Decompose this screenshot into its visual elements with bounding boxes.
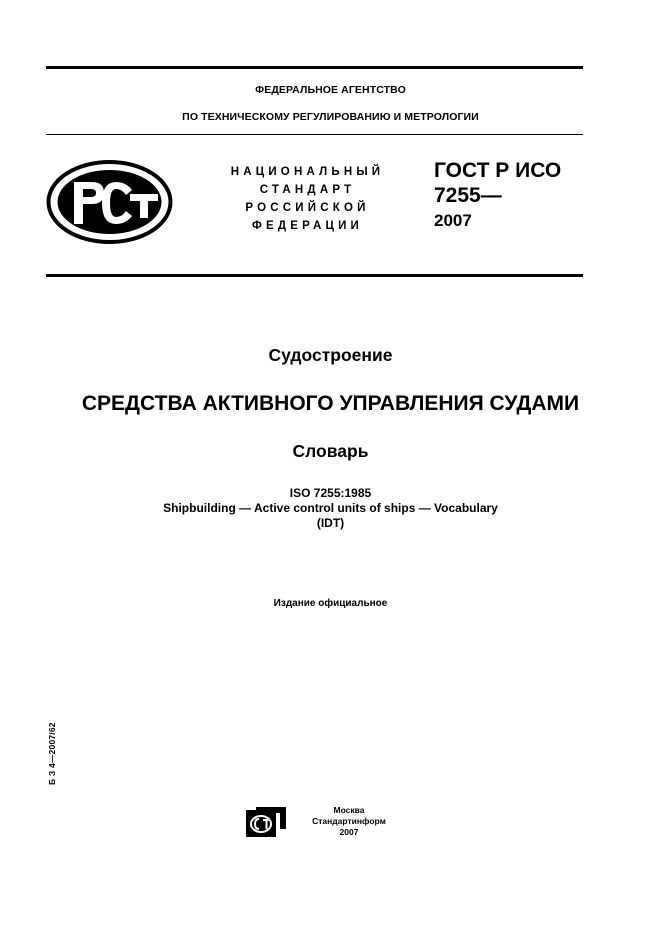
- standard-type-line-4: ФЕДЕРАЦИИ: [251, 220, 364, 232]
- agency-line-2: ПО ТЕХНИЧЕСКОМУ РЕГУЛИРОВАНИЮ И МЕТРОЛОГИИ: [182, 111, 479, 123]
- agency-line-1: ФЕДЕРАЛЬНОЕ АГЕНТСТВО: [255, 84, 406, 96]
- edition-note: Издание официальное: [273, 598, 388, 609]
- publisher-year: 2007: [339, 827, 359, 837]
- standard-type-line-3: РОССИЙСКОЙ: [245, 202, 370, 214]
- standard-type-line-2: СТАНДАРТ: [259, 184, 356, 196]
- publisher-block: [304, 805, 394, 838]
- standartinform-logo-icon: [246, 807, 286, 837]
- iso-degree: (IDT): [316, 516, 345, 530]
- publisher-name: Стандартинформ: [312, 816, 386, 826]
- standard-type-line-1: НАЦИОНАЛЬНЫЙ: [230, 166, 385, 178]
- title-main: СРЕДСТВА АКТИВНОГО УПРАВЛЕНИЯ СУДАМИ: [81, 392, 580, 415]
- iso-number: ISO 7255:1985: [289, 486, 372, 500]
- header-rule-thin: [46, 134, 583, 135]
- designation-line-2: 7255—: [434, 184, 502, 207]
- title-sub: Словарь: [292, 441, 369, 461]
- side-note: Б З 4—2007/62: [47, 722, 57, 785]
- iso-english-title: Shipbuilding — Active control units of ships — Vocabulary: [163, 501, 498, 515]
- title-category: Судостроение: [268, 345, 393, 365]
- publisher-city: Москва: [333, 805, 365, 815]
- designation-year: 2007: [434, 211, 472, 230]
- header-rule-thick: [46, 274, 583, 277]
- top-rule-thick: [46, 66, 583, 69]
- standard-designation: [434, 158, 561, 233]
- rst-certification-logo-icon: [46, 160, 173, 244]
- designation-line-1: ГОСТ Р ИСО: [434, 159, 562, 182]
